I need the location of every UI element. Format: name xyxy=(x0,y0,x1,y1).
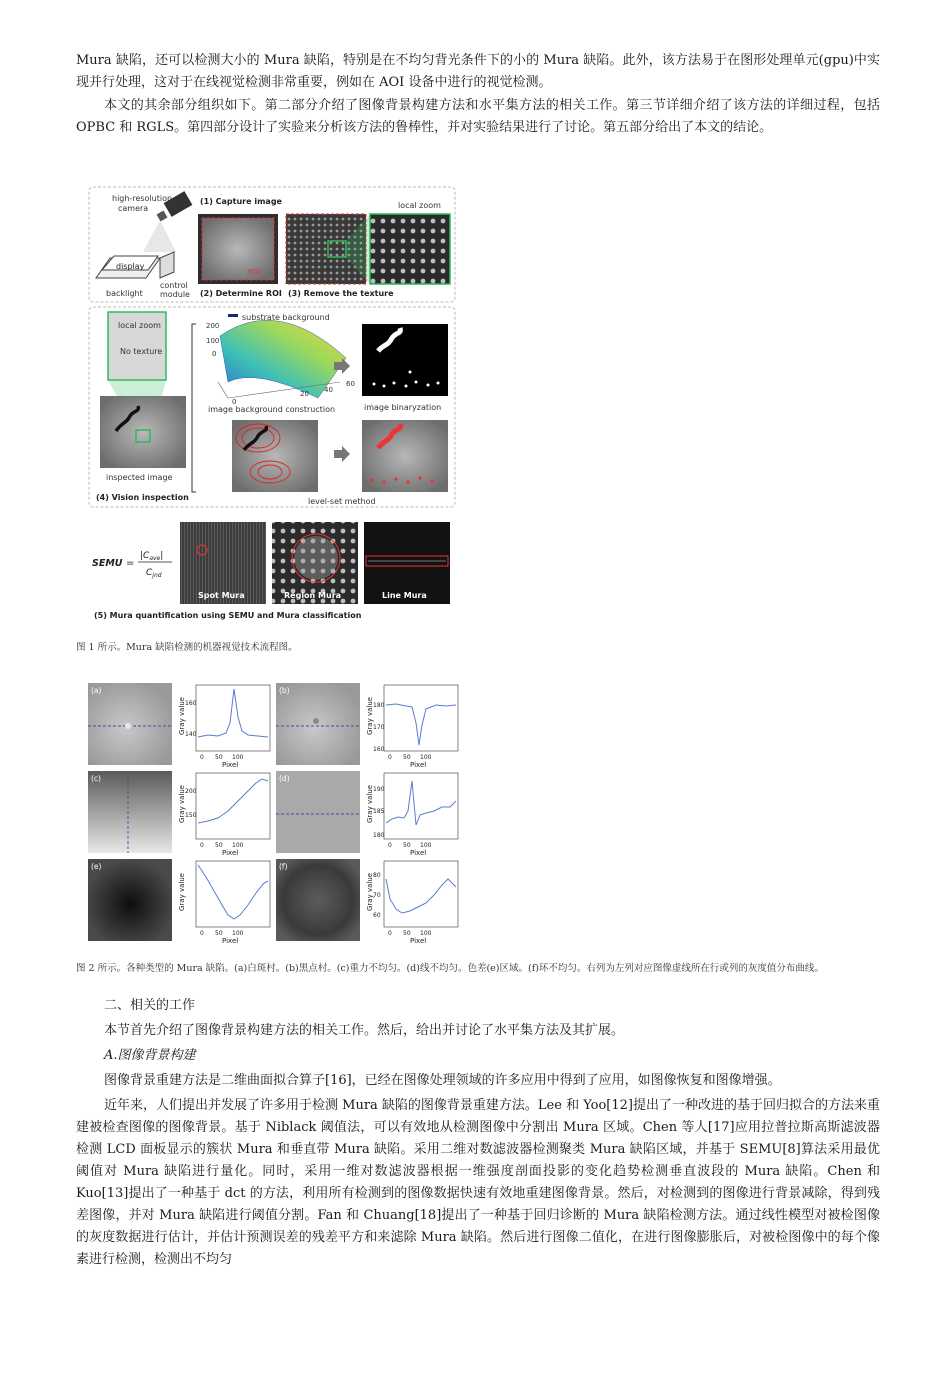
ytick-d-1: 185 xyxy=(373,808,385,815)
figure-1-flowchart xyxy=(88,186,458,624)
xtick-b-0: 0 xyxy=(388,754,392,761)
figure-2-caption: 图 2 所示。各种类型的 Mura 缺陷。(a)白斑村。(b)黑点村。(c)重力不均匀。(d)线不均匀。色差(e)区域。(f)环不均匀。右列为左列对应图像虚线所在行或列的灰度值分布曲线。 xyxy=(76,963,824,974)
panel-label-a: (a) xyxy=(91,686,102,695)
xtick-e-2: 100 xyxy=(232,930,244,937)
bg-construction-label: image background construction xyxy=(208,405,336,414)
levelset-result-image xyxy=(362,420,448,492)
control-label: control xyxy=(160,281,188,290)
z-tick-0: 0 xyxy=(212,350,217,358)
mura-image-e xyxy=(88,859,172,941)
ylabel-f: Gray value xyxy=(366,872,374,911)
semu-equals: = xyxy=(126,558,135,569)
xtick-d-0: 0 xyxy=(388,842,392,849)
camera-label: high-resolution xyxy=(112,194,173,203)
xtick-d-1: 50 xyxy=(403,842,411,849)
step-4-label: (4) Vision inspection xyxy=(96,493,189,502)
paragraph-organization: 本文的其余部分组织如下。第二部分介绍了图像背景构建方法和水平集方法的相关工作。第三节详细介绍了该方法的详细过程，包括 OPBC 和 RGLS。第四部分设计了实验来分析该方法的鲁棒性，并对实验结果进行了讨论。第五部分给出了本文的结论。 xyxy=(76,98,880,135)
mura-image-c xyxy=(88,771,172,853)
ylabel-c: Gray value xyxy=(178,784,186,823)
paragraph-intro-end: Mura 缺陷，还可以检测大小的 Mura 缺陷，特别是在不均匀背光条件下的小的 Mura 缺陷。此外，该方法易于在图形处理单元(gpu)中实现并行处理，这对于在线视觉检测非常重要，例如在 AOI 设备中进行的视觉检测。 xyxy=(76,53,880,90)
z-tick-200: 200 xyxy=(206,322,220,330)
arrow-icon-2 xyxy=(334,446,350,462)
x-tick-60: 60 xyxy=(346,380,355,388)
paragraph-section-intro: 本节首先介绍了图像背景构建方法的相关工作。然后，给出并讨论了水平集方法及其扩展。 xyxy=(104,1023,625,1038)
panel-label-e: (e) xyxy=(91,862,102,871)
step-5-label: (5) Mura quantification using SEMU and Mura classification xyxy=(94,611,362,620)
step-3-label: (3) Remove the texture xyxy=(288,289,394,298)
profile-plot-b xyxy=(366,685,458,769)
xtick-f-2: 100 xyxy=(420,930,432,937)
roi-label: ROI xyxy=(248,268,261,276)
panel-label-b: (b) xyxy=(279,686,290,695)
profile-plot-a xyxy=(178,685,270,769)
xlabel-a: Pixel xyxy=(222,761,239,769)
ytick-c-1: 150 xyxy=(185,812,197,819)
ytick-f-0: 80 xyxy=(373,872,381,879)
figure-2-mura-types xyxy=(88,683,460,945)
profile-plot-e xyxy=(178,861,270,945)
profile-plot-f xyxy=(366,861,458,945)
spot-mura-label: Spot Mura xyxy=(198,591,245,600)
ytick-b-1: 170 xyxy=(373,724,385,731)
xtick-e-0: 0 xyxy=(200,930,204,937)
xlabel-c: Pixel xyxy=(222,849,239,857)
z-tick-100: 100 xyxy=(206,337,220,345)
display-label: display xyxy=(116,262,145,271)
local-zoom-label-2: local zoom xyxy=(118,321,161,330)
semu-label: SEMU xyxy=(92,558,123,569)
step-2-label: (2) Determine ROI xyxy=(200,289,282,298)
xtick-b-2: 100 xyxy=(420,754,432,761)
no-texture-label: No texture xyxy=(120,347,163,356)
mura-image-b xyxy=(276,683,360,765)
zoom-texture-image xyxy=(370,214,450,284)
levelset-label: level-set method xyxy=(308,497,376,506)
xtick-e-1: 50 xyxy=(215,930,223,937)
figure-1-caption: 图 1 所示。Mura 缺陷检测的机器视觉技术流程图。 xyxy=(76,642,298,653)
x-tick-40: 40 xyxy=(324,386,333,394)
module-label: module xyxy=(160,290,190,299)
ytick-a-0: 160 xyxy=(185,700,197,707)
inspected-image xyxy=(100,396,186,468)
xtick-a-0: 0 xyxy=(200,754,204,761)
ytick-d-0: 190 xyxy=(373,786,385,793)
region-mura-label: Region Mura xyxy=(284,591,342,600)
ytick-f-1: 70 xyxy=(373,892,381,899)
levelset-input-image xyxy=(232,420,318,492)
paragraph-related-work: 近年来，人们提出并发展了许多用于检测 Mura 缺陷的图像背景重建方法。Lee 和 Yoo[12]提出了一种改进的基于回归拟合的方法来重建被检查图像的图像背景。基于 Niblack 阈值法，可以有效地从检测图像中分割出 Mura 区域。Chen 等人[17]应用拉普拉斯高斯滤波器检测 LCD 面板显示的簇状 Mura 和垂直带 Mura 缺陷。采用二维对数滤波器检测聚类 Mura 缺陷区域，并基于 SEMU[8]算法采用最优阈值对 Mura 缺陷进行量化。同时，采用一维对数滤波器根据一维强度剖面投影的变化趋势检测垂直波段的 Mura 缺陷。Chen 和 Kuo[13]提出了一种基于 dct 的方法，利用所有检测到的图像数据快速有效地重建图像背景。然后，对检测到的图像进行背景减除，得到残差图像，并对 Mura 缺陷进行阈值分割。Fan 和 Chuang[18]提出了一种基于回归诊断的 Mura 缺陷检测方法。通过线性模型对被检图像的灰度数据进行估计，并估计预测误差的残差平方和来滤除 Mura 缺陷。然后进行图像二值化，在进行图像膨胀后，对被检图像中的每个像素进行检测，检测出不均匀 xyxy=(76,1098,880,1267)
ytick-b-0: 180 xyxy=(373,702,385,709)
ytick-b-2: 160 xyxy=(373,746,385,753)
binarization-label: image binaryzation xyxy=(364,403,442,412)
line-mura-label: Line Mura xyxy=(382,591,427,600)
mura-image-f xyxy=(276,859,360,941)
camera-label-2: camera xyxy=(118,204,149,213)
xtick-a-2: 100 xyxy=(232,754,244,761)
xtick-a-1: 50 xyxy=(215,754,223,761)
xtick-c-2: 100 xyxy=(232,842,244,849)
panel-label-c: (c) xyxy=(91,774,101,783)
legend-swatch xyxy=(228,314,238,317)
mura-image-d xyxy=(276,771,360,853)
xtick-f-1: 50 xyxy=(403,930,411,937)
xlabel-e: Pixel xyxy=(222,937,239,945)
local-zoom-label: local zoom xyxy=(398,201,441,210)
ylabel-a: Gray value xyxy=(178,696,186,735)
backlight-label: backlight xyxy=(106,289,143,298)
step-1-label: (1) Capture image xyxy=(200,197,282,206)
ytick-c-0: 200 xyxy=(185,788,197,795)
panel-label-f: (f) xyxy=(279,862,288,871)
subsection-heading: A.图像背景构建 xyxy=(104,1048,196,1063)
xlabel-d: Pixel xyxy=(410,849,427,857)
ylabel-b: Gray value xyxy=(366,696,374,735)
section-heading: 二、相关的工作 xyxy=(104,998,196,1013)
ylabel-d: Gray value xyxy=(366,784,374,823)
xlabel-f: Pixel xyxy=(410,937,427,945)
xtick-d-2: 100 xyxy=(420,842,432,849)
substrate-label: substrate background xyxy=(242,313,330,322)
profile-plot-d xyxy=(366,773,458,857)
x-tick-20: 20 xyxy=(300,390,309,398)
xlabel-b: Pixel xyxy=(410,761,427,769)
xtick-b-1: 50 xyxy=(403,754,411,761)
paragraph-background-method: 图像背景重建方法是二维曲面拟合算子[16]，已经在图像处理领域的许多应用中得到了应用，如图像恢复和图像增强。 xyxy=(104,1073,781,1088)
c-ave-numerator: $|C_{ave}|$ xyxy=(140,551,164,562)
panel-label-d: (d) xyxy=(279,774,290,783)
ylabel-e: Gray value xyxy=(178,872,186,911)
ytick-f-2: 60 xyxy=(373,912,381,919)
profile-plot-c xyxy=(178,773,270,857)
xtick-c-0: 0 xyxy=(200,842,204,849)
c-jnd-denominator: $C_{jnd}$ xyxy=(146,568,162,579)
xtick-f-0: 0 xyxy=(388,930,392,937)
y-tick-0: 0 xyxy=(232,398,237,406)
ytick-a-1: 140 xyxy=(185,731,197,738)
xtick-c-1: 50 xyxy=(215,842,223,849)
ytick-d-2: 180 xyxy=(373,832,385,839)
inspected-label: inspected image xyxy=(106,473,173,482)
